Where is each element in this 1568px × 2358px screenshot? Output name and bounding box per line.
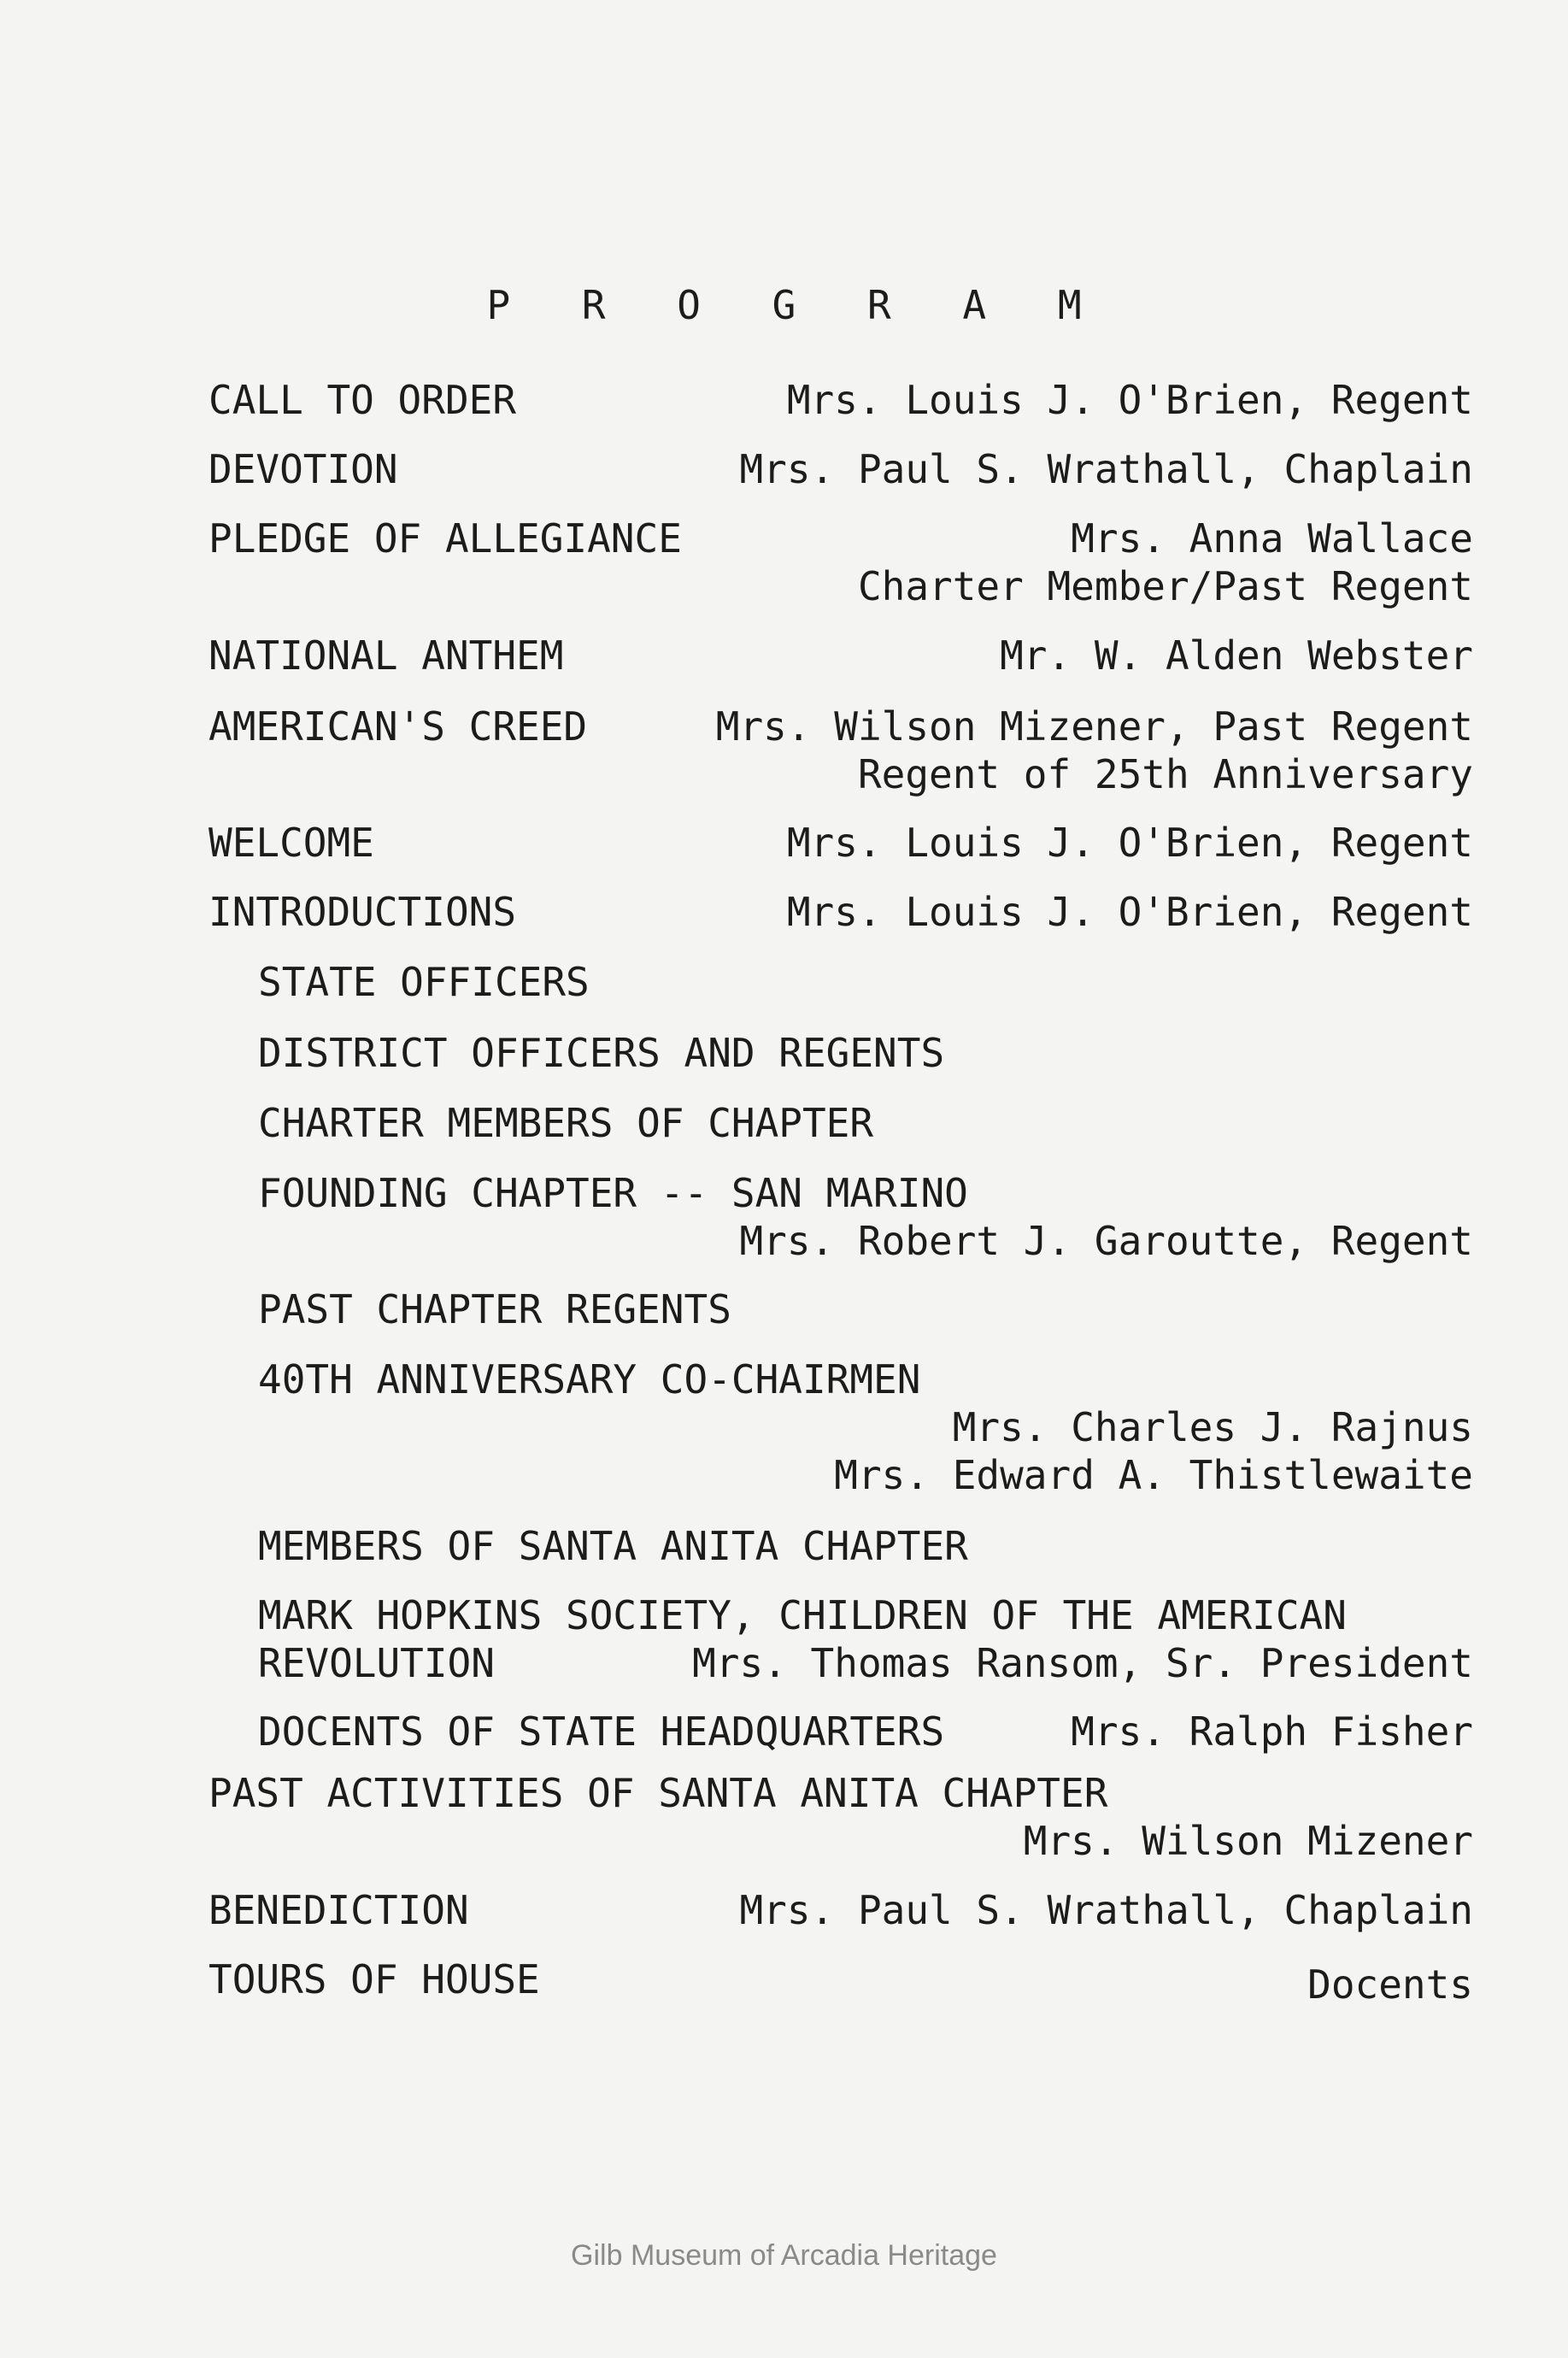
item-label: NATIONAL ANTHEM: [208, 632, 564, 679]
item-label: DEVOTION: [208, 446, 398, 492]
item-value-secondary: Charter Member/Past Regent: [857, 563, 1473, 609]
item-label: INTRODUCTIONS: [208, 889, 517, 935]
item-value: Mrs. Ralph Fisher: [1071, 1708, 1473, 1755]
item-label: PAST CHAPTER REGENTS: [258, 1286, 731, 1332]
item-label: BENEDICTION: [208, 1887, 469, 1933]
item-value-secondary: Regent of 25th Anniversary: [857, 751, 1473, 797]
item-label: CALL TO ORDER: [208, 377, 517, 423]
item-label: PLEDGE OF ALLEGIANCE: [208, 515, 682, 562]
item-value: Docents: [1307, 1961, 1473, 2008]
item-value: Mrs. Paul S. Wrathall, Chaplain: [739, 446, 1473, 492]
item-label: AMERICAN'S CREED: [208, 703, 588, 750]
item-value: Mrs. Louis J. O'Brien, Regent: [786, 377, 1473, 423]
item-value-secondary: Mrs. Charles J. Rajnus: [952, 1404, 1473, 1450]
item-label: TOURS OF HOUSE: [208, 1956, 540, 2002]
page-title: P R O G R A M: [486, 282, 1106, 328]
item-value-secondary: Mrs. Wilson Mizener: [1023, 1818, 1473, 1864]
item-label: DISTRICT OFFICERS AND REGENTS: [258, 1030, 945, 1076]
item-value-secondary: Mrs. Thomas Ransom, Sr. President: [692, 1640, 1473, 1686]
item-value: Mrs. Louis J. O'Brien, Regent: [786, 889, 1473, 935]
item-label-secondary: REVOLUTION: [258, 1640, 495, 1686]
item-label: MARK HOPKINS SOCIETY, CHILDREN OF THE AMERICAN: [258, 1592, 1347, 1638]
item-value: Mrs. Wilson Mizener, Past Regent: [715, 703, 1473, 750]
item-value-secondary: Mrs. Robert J. Garoutte, Regent: [739, 1218, 1473, 1264]
item-label: FOUNDING CHAPTER -- SAN MARINO: [258, 1170, 968, 1216]
item-label: STATE OFFICERS: [258, 959, 590, 1005]
item-label: 40TH ANNIVERSARY CO-CHAIRMEN: [258, 1356, 921, 1402]
item-label: DOCENTS OF STATE HEADQUARTERS: [258, 1708, 945, 1755]
item-label: CHARTER MEMBERS OF CHAPTER: [258, 1100, 874, 1146]
item-value: Mrs. Anna Wallace: [1071, 515, 1473, 562]
item-value: Mrs. Louis J. O'Brien, Regent: [786, 820, 1473, 866]
item-label: PAST ACTIVITIES OF SANTA ANITA CHAPTER: [208, 1770, 1108, 1816]
item-label: WELCOME: [208, 820, 374, 866]
item-value: Mr. W. Alden Webster: [1000, 632, 1473, 679]
item-label: MEMBERS OF SANTA ANITA CHAPTER: [258, 1523, 968, 1569]
item-value-tertiary: Mrs. Edward A. Thistlewaite: [834, 1452, 1473, 1498]
watermark-footer: Gilb Museum of Arcadia Heritage: [571, 2239, 997, 2272]
item-value: Mrs. Paul S. Wrathall, Chaplain: [739, 1887, 1473, 1933]
